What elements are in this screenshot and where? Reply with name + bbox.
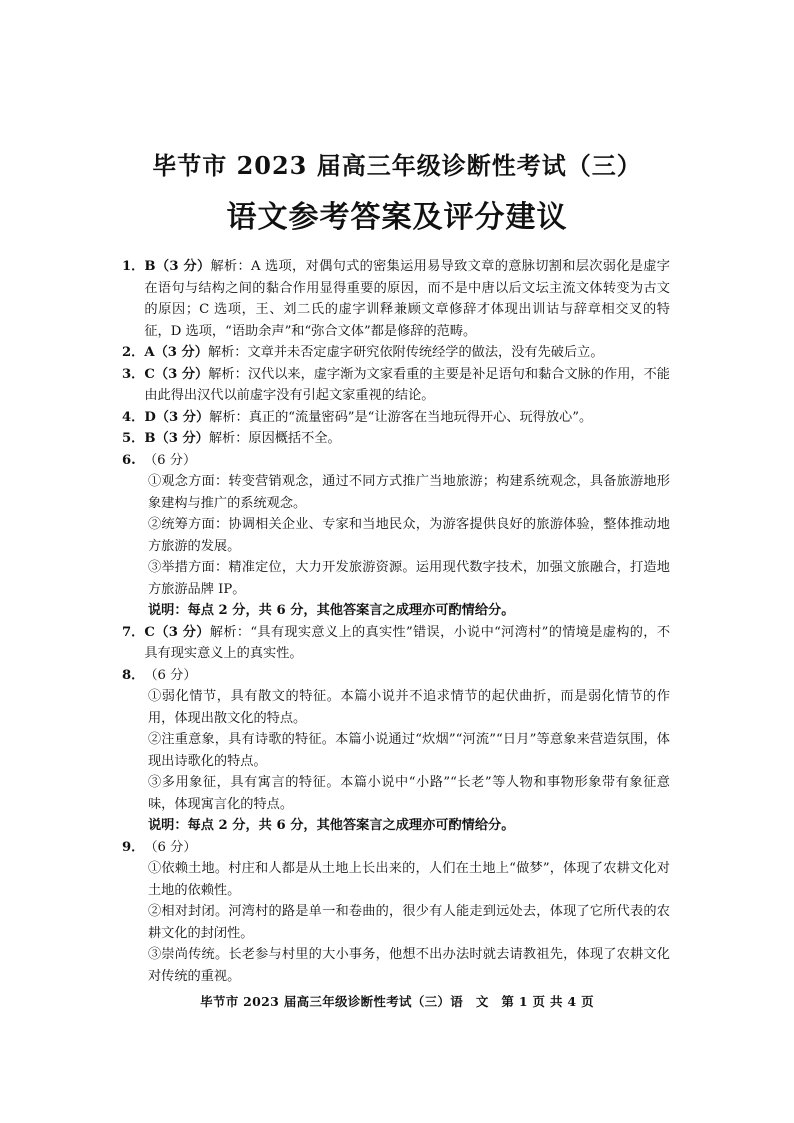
answer-point: ①观念方面：转变营销观念，通过不同方式推广当地旅游；构建系统观念，具备旅游地形象建构与推广的系统观念。 bbox=[148, 474, 670, 511]
item-answer: （6 分） bbox=[144, 452, 197, 468]
answer-point: ③崇尚传统。长老参与村里的大小事务，他想不出办法时就去请教祖先，体现了农耕文化对传统的重视。 bbox=[148, 947, 670, 984]
answer-item-6 bbox=[122, 450, 670, 622]
item-number: 8． bbox=[122, 667, 145, 683]
item-explanation: 解析：文章并未否定虚字研究依附传统经学的做法，没有先破后立。 bbox=[207, 345, 604, 360]
answer-point: ②统筹方面：协调相关企业、专家和当地民众，为游客提供良好的旅游体验，整体推动地方旅游的发展。 bbox=[148, 517, 670, 554]
item-explanation: 解析：“具有现实意义上的真实性”错误，小说中“河湾村”的情境是虚构的，不具有现实意义上的真实性。 bbox=[144, 624, 671, 661]
item-number: 5． bbox=[122, 431, 145, 446]
answer-point: ③多用象征，具有寓言的特征。本篇小说中“小路”“长老”等人物和事物形象带有象征意味，体现寓言化的特点。 bbox=[148, 775, 670, 812]
document-title: 语文参考答案及评分建议 bbox=[226, 200, 568, 235]
item-answer: C（3 分） bbox=[144, 624, 210, 640]
answer-item-7 bbox=[122, 622, 670, 665]
answer-list bbox=[122, 256, 670, 987]
answer-point: ②相对封闭。河湾村的路是单一和卷曲的，很少有人能走到远处去，体现了它所代表的农耕文化的封闭性。 bbox=[148, 904, 670, 941]
item-answer: （6 分） bbox=[144, 839, 197, 855]
answer-point: ①弱化情节，具有散文的特征。本篇小说并不追求情节的起伏曲折，而是弱化情节的作用，体现出散文化的特点。 bbox=[148, 689, 670, 726]
answer-point: ①依赖土地。村庄和人都是从土地上长出来的，人们在土地上“做梦”，体现了农耕文化对土地的依赖性。 bbox=[148, 861, 670, 898]
item-answer: D（3 分） bbox=[144, 409, 210, 425]
item-explanation: 解析：原因概括不全。 bbox=[208, 431, 341, 446]
item-answer: C（3 分） bbox=[144, 366, 209, 382]
answer-item-3 bbox=[122, 364, 670, 407]
answer-item-4 bbox=[122, 407, 670, 429]
scoring-note: 说明：每点 2 分，共 6 分，其他答案言之成理亦可酌情给分。 bbox=[148, 818, 515, 833]
item-number: 9． bbox=[122, 839, 145, 855]
answer-item-9 bbox=[122, 837, 670, 988]
item-explanation: 解析：汉代以来，虚字渐为文家看重的主要是补足语句和黏合文脉的作用，不能由此得出汉代以前虚字没有引起文家重视的结论。 bbox=[144, 366, 670, 403]
item-answer: B（3 分） bbox=[144, 259, 211, 274]
item-number: 2． bbox=[122, 345, 145, 360]
item-number: 4． bbox=[122, 409, 145, 425]
item-number: 6. bbox=[122, 452, 136, 468]
exam-title: 毕节市 2023 届高三年级诊断性考试（三） bbox=[152, 151, 642, 180]
page-footer: 毕节市 2023 届高三年级诊断性考试（三）语 文 第 1 页 共 4 页 bbox=[200, 994, 594, 1009]
item-explanation: 解析：A 选项，对偶句式的密集运用易导致文章的意脉切割和层次弱化是虚字在语句与结构之间的黏合作用显得重要的原因，而不是中唐以后文坛主流文体转变为古文的原因；C 选项，王、刘二氏的虚字训释兼顾文章修辞才体现出训诂与辞章相交叉的特征，D 选项，“语助余声”和“弥合文体”都是修辞的范畴。 bbox=[144, 259, 670, 339]
item-answer: A（3 分） bbox=[144, 345, 208, 360]
item-answer: （6 分） bbox=[144, 667, 197, 683]
answer-item-8 bbox=[122, 665, 670, 837]
item-number: 7． bbox=[122, 624, 145, 640]
answer-point: ②注重意象，具有诗歌的特征。本篇小说通过“炊烟”“河流”“日月”等意象来营造氛围，体现出诗歌化的特点。 bbox=[148, 732, 670, 769]
answer-item-2 bbox=[122, 342, 670, 364]
item-number: 1． bbox=[122, 259, 145, 274]
item-number: 3． bbox=[122, 366, 145, 382]
answer-point: ③举措方面：精准定位，大力开发旅游资源。运用现代数字技术，加强文旅融合，打造地方旅游品牌 IP。 bbox=[148, 560, 670, 597]
item-answer: B（3 分） bbox=[144, 431, 209, 446]
answer-item-1 bbox=[122, 256, 670, 342]
answer-item-5 bbox=[122, 428, 670, 450]
scoring-note: 说明：每点 2 分，共 6 分，其他答案言之成理亦可酌情给分。 bbox=[148, 603, 515, 618]
item-explanation: 解析：真正的“流量密码”是“让游客在当地玩得开心、玩得放心”。 bbox=[209, 409, 593, 425]
